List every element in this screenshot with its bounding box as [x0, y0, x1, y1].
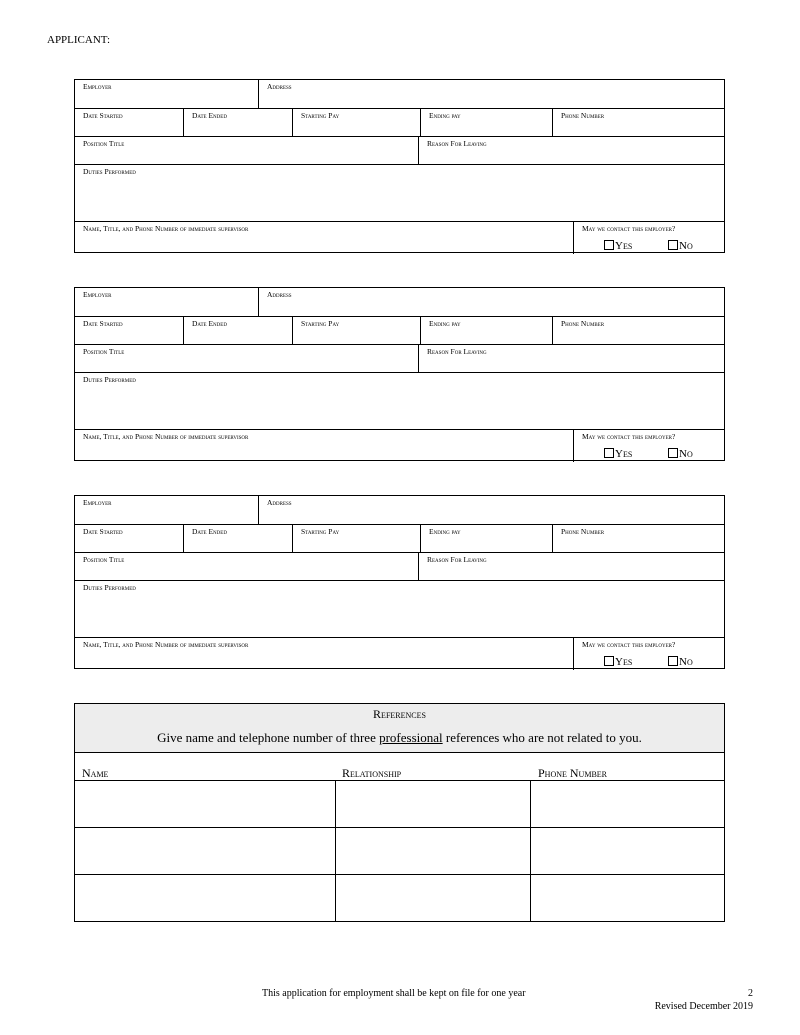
reason-for-leaving-field[interactable] — [418, 137, 724, 165]
contact-employer-cell — [573, 638, 724, 670]
reference-3-phone-field[interactable] — [531, 875, 724, 921]
starting-pay-field[interactable] — [292, 317, 420, 345]
employer-field[interactable] — [75, 80, 258, 108]
date-started-field[interactable] — [75, 525, 183, 553]
no-checkbox[interactable] — [668, 656, 678, 666]
duties-row — [75, 164, 724, 222]
starting-pay-field[interactable] — [292, 525, 420, 553]
no-option[interactable] — [668, 448, 693, 460]
address-label: Address — [267, 290, 292, 299]
address-field[interactable] — [258, 80, 724, 108]
references-section — [74, 703, 725, 922]
position-title-field[interactable] — [75, 137, 418, 165]
yes-label: Yes — [615, 240, 633, 252]
references-title: References — [373, 707, 426, 721]
revision-date: Revised December 2019 — [654, 1001, 753, 1012]
reference-3-name-field[interactable] — [75, 875, 335, 921]
supervisor-field[interactable] — [75, 430, 573, 462]
supervisor-row — [75, 637, 724, 670]
employer-label: Employer — [83, 498, 112, 507]
reference-1-relationship-field[interactable] — [336, 781, 530, 827]
yes-label: Yes — [615, 656, 633, 668]
date-ended-label: Date Ended — [192, 319, 227, 328]
reference-3-relationship-field[interactable] — [336, 875, 530, 921]
yes-option[interactable] — [604, 240, 632, 252]
page-number: 2 — [748, 988, 753, 999]
address-field[interactable] — [258, 496, 724, 524]
duties-performed-label: Duties Performed — [83, 167, 136, 176]
ending-pay-field[interactable] — [420, 525, 552, 553]
no-option[interactable] — [668, 656, 693, 668]
supervisor-row — [75, 429, 724, 462]
may-contact-label: May we contact this employer? — [582, 432, 676, 441]
column-header-phone: Phone Number — [538, 766, 608, 780]
contact-employer-cell — [573, 222, 724, 254]
starting-pay-label: Starting Pay — [301, 527, 340, 536]
position-title-field[interactable] — [75, 553, 418, 581]
date-started-field[interactable] — [75, 317, 183, 345]
duties-performed-label: Duties Performed — [83, 375, 136, 384]
phone-number-label: Phone Number — [561, 319, 605, 328]
date-ended-field[interactable] — [183, 525, 292, 553]
no-label: No — [679, 448, 693, 460]
dates-pay-row — [75, 316, 724, 345]
applicant-label: APPLICANT: — [47, 34, 111, 46]
no-checkbox[interactable] — [668, 448, 678, 458]
address-label: Address — [267, 498, 292, 507]
reference-2-name-field[interactable] — [75, 828, 335, 874]
supervisor-field[interactable] — [75, 222, 573, 254]
duties-performed-field[interactable] — [75, 581, 724, 638]
instruction-text-start: Give name and telephone number of three — [157, 730, 380, 745]
contact-employer-cell — [573, 430, 724, 462]
reference-2-phone-field[interactable] — [531, 828, 724, 874]
position-row — [75, 136, 724, 165]
position-title-field[interactable] — [75, 345, 418, 373]
phone-number-field[interactable] — [552, 525, 724, 553]
column-header-relationship: Relationship — [342, 766, 402, 780]
supervisor-label: Name, Title, and Phone Number of immediate supervisor — [83, 224, 249, 233]
dates-pay-row — [75, 524, 724, 553]
date-started-field[interactable] — [75, 109, 183, 137]
position-title-label: Position Title — [83, 347, 125, 356]
reference-1-name-field[interactable] — [75, 781, 335, 827]
position-row — [75, 552, 724, 581]
phone-number-field[interactable] — [552, 317, 724, 345]
reason-for-leaving-label: Reason For Leaving — [427, 139, 487, 148]
reason-for-leaving-field[interactable] — [418, 553, 724, 581]
employer-field[interactable] — [75, 496, 258, 524]
duties-row — [75, 372, 724, 430]
yes-option[interactable] — [604, 448, 632, 460]
phone-number-label: Phone Number — [561, 527, 605, 536]
instruction-text-end: references who are not related to you. — [442, 730, 642, 745]
no-label: No — [679, 656, 693, 668]
yes-checkbox[interactable] — [604, 240, 614, 250]
ending-pay-label: Ending pay — [429, 319, 461, 328]
instruction-emphasis: professional — [379, 730, 443, 745]
reference-2-relationship-field[interactable] — [336, 828, 530, 874]
date-ended-field[interactable] — [183, 109, 292, 137]
yes-option[interactable] — [604, 656, 632, 668]
supervisor-field[interactable] — [75, 638, 573, 670]
no-label: No — [679, 240, 693, 252]
duties-performed-field[interactable] — [75, 373, 724, 430]
no-checkbox[interactable] — [668, 240, 678, 250]
employer-label: Employer — [83, 82, 112, 91]
position-title-label: Position Title — [83, 139, 125, 148]
dates-pay-row — [75, 108, 724, 137]
ending-pay-field[interactable] — [420, 109, 552, 137]
employer-block-2 — [74, 287, 725, 461]
duties-performed-label: Duties Performed — [83, 583, 136, 592]
starting-pay-label: Starting Pay — [301, 111, 340, 120]
employer-row — [75, 288, 724, 316]
phone-number-field[interactable] — [552, 109, 724, 137]
employer-field[interactable] — [75, 288, 258, 316]
date-started-label: Date Started — [83, 111, 123, 120]
employer-row — [75, 496, 724, 524]
employer-block-3 — [74, 495, 725, 669]
address-label: Address — [267, 82, 292, 91]
references-header — [75, 704, 724, 753]
employer-block-1 — [74, 79, 725, 253]
footer-note: This application for employment shall be kept on file for one year — [262, 988, 526, 999]
may-contact-label: May we contact this employer? — [582, 224, 676, 233]
position-row — [75, 344, 724, 373]
supervisor-label: Name, Title, and Phone Number of immediate supervisor — [83, 432, 249, 441]
may-contact-label: May we contact this employer? — [582, 640, 676, 649]
ending-pay-label: Ending pay — [429, 527, 461, 536]
starting-pay-label: Starting Pay — [301, 319, 340, 328]
reason-for-leaving-field[interactable] — [418, 345, 724, 373]
ending-pay-field[interactable] — [420, 317, 552, 345]
yes-checkbox[interactable] — [604, 656, 614, 666]
no-option[interactable] — [668, 240, 693, 252]
date-started-label: Date Started — [83, 527, 123, 536]
employer-label: Employer — [83, 290, 112, 299]
yes-checkbox[interactable] — [604, 448, 614, 458]
reference-1-phone-field[interactable] — [531, 781, 724, 827]
address-field[interactable] — [258, 288, 724, 316]
position-title-label: Position Title — [83, 555, 125, 564]
supervisor-row — [75, 221, 724, 254]
ending-pay-label: Ending pay — [429, 111, 461, 120]
supervisor-label: Name, Title, and Phone Number of immediate supervisor — [83, 640, 249, 649]
references-instruction — [75, 730, 724, 746]
date-ended-field[interactable] — [183, 317, 292, 345]
date-ended-label: Date Ended — [192, 527, 227, 536]
column-header-name: Name — [82, 766, 109, 780]
reason-for-leaving-label: Reason For Leaving — [427, 347, 487, 356]
yes-label: Yes — [615, 448, 633, 460]
duties-performed-field[interactable] — [75, 165, 724, 222]
reason-for-leaving-label: Reason For Leaving — [427, 555, 487, 564]
date-ended-label: Date Ended — [192, 111, 227, 120]
duties-row — [75, 580, 724, 638]
starting-pay-field[interactable] — [292, 109, 420, 137]
date-started-label: Date Started — [83, 319, 123, 328]
phone-number-label: Phone Number — [561, 111, 605, 120]
employer-row — [75, 80, 724, 108]
